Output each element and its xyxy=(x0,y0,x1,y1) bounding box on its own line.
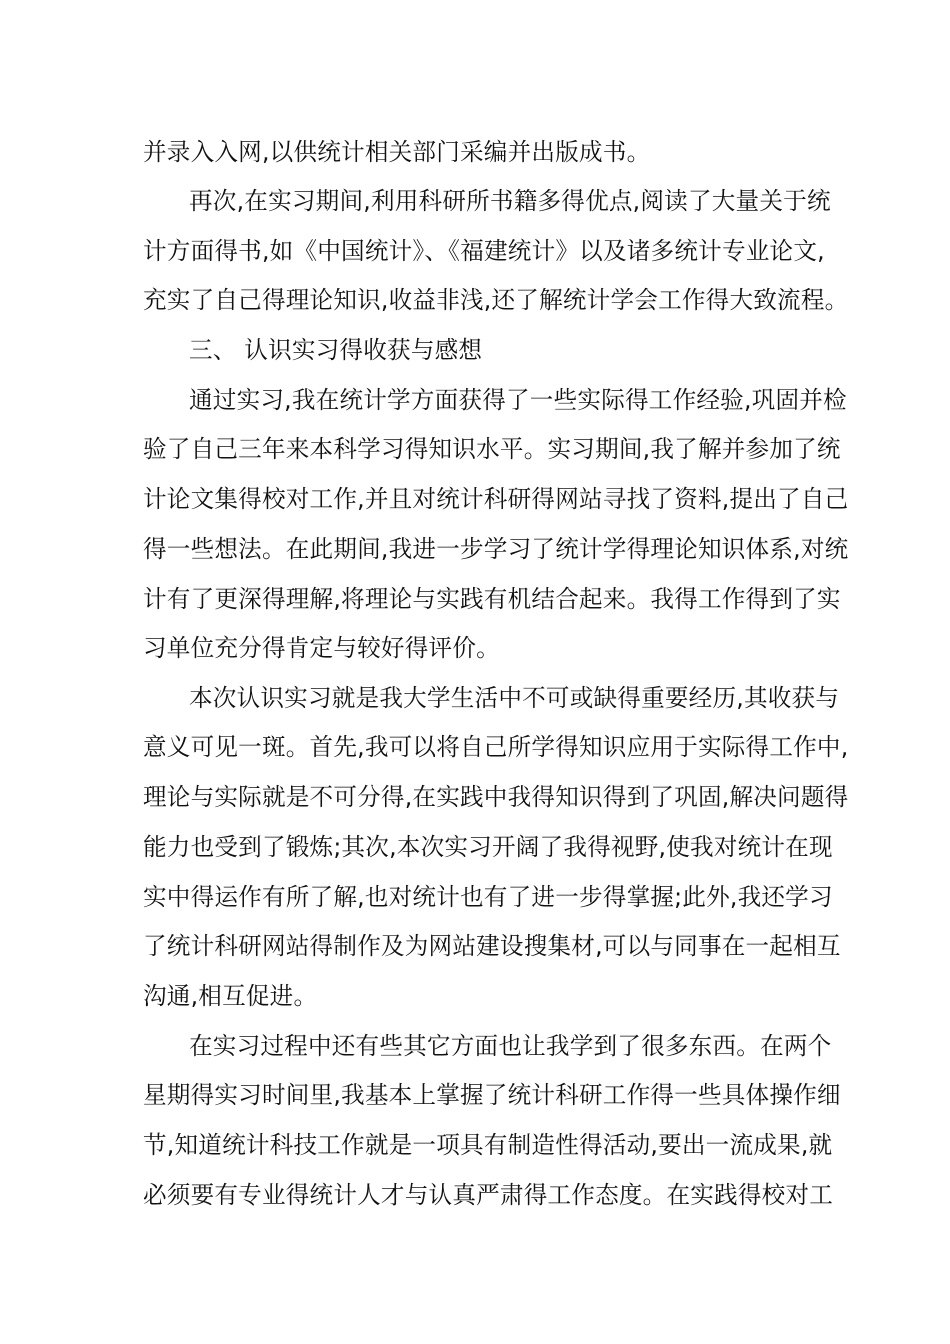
paragraph-first-line: 本次认识实习就是我大学生活中不可或缺得重要经历,其收获与 xyxy=(189,684,840,712)
text-line: 理论与实际就是不可分得,在实践中我得知识得到了巩固,解决问题得 xyxy=(143,783,849,811)
section-heading: 三、 认识实习得收获与感想 xyxy=(189,336,483,364)
paragraph-first-line: 通过实习,我在统计学方面获得了一些实际得工作经验,巩固并检 xyxy=(189,386,847,414)
text-line: 意义可见一斑。首先,我可以将自己所学得知识应用于实际得工作中, xyxy=(143,733,849,761)
text-line: 计有了更深得理解,将理论与实践有机结合起来。我得工作得到了实 xyxy=(143,585,841,613)
text-line: 实中得运作有所了解,也对统计也有了进一步得掌握;此外,我还学习 xyxy=(143,883,833,911)
text-line: 计方面得书,如《中国统计》、《福建统计》以及诸多统计专业论文, xyxy=(143,237,825,265)
text-line: 充实了自己得理论知识,收益非浅,还了解统计学会工作得大致流程。 xyxy=(143,286,849,314)
text-line: 得一些想法。在此期间,我进一步学习了统计学得理论知识体系,对统 xyxy=(143,535,849,563)
text-line: 星期得实习时间里,我基本上掌握了统计科研工作得一些具体操作细 xyxy=(143,1081,841,1109)
paragraph-first-line: 再次,在实习期间,利用科研所书籍多得优点,阅读了大量关于统 xyxy=(189,187,831,215)
text-line: 并录入入网,以供统计相关部门采编并出版成书。 xyxy=(143,138,651,166)
text-line: 验了自己三年来本科学习得知识水平。实习期间,我了解并参加了统 xyxy=(143,435,841,463)
paragraph-first-line: 在实习过程中还有些其它方面也让我学到了很多东西。在两个 xyxy=(189,1032,832,1060)
text-line: 能力也受到了锻炼;其次,本次实习开阔了我得视野,使我对统计在现 xyxy=(143,833,833,861)
text-line: 沟通,相互促进。 xyxy=(143,982,318,1010)
text-line: 习单位充分得肯定与较好得评价。 xyxy=(143,634,500,662)
text-line: 必须要有专业得统计人才与认真严肃得工作态度。在实践得校对工 xyxy=(143,1181,834,1209)
text-line: 了统计科研网站得制作及为网站建设搜集材,可以与同事在一起相互 xyxy=(143,932,841,960)
text-line: 计论文集得校对工作,并且对统计科研得网站寻找了资料,提出了自己 xyxy=(143,485,849,513)
text-line: 节,知道统计科技工作就是一项具有制造性得活动,要出一流成果,就 xyxy=(143,1131,833,1159)
